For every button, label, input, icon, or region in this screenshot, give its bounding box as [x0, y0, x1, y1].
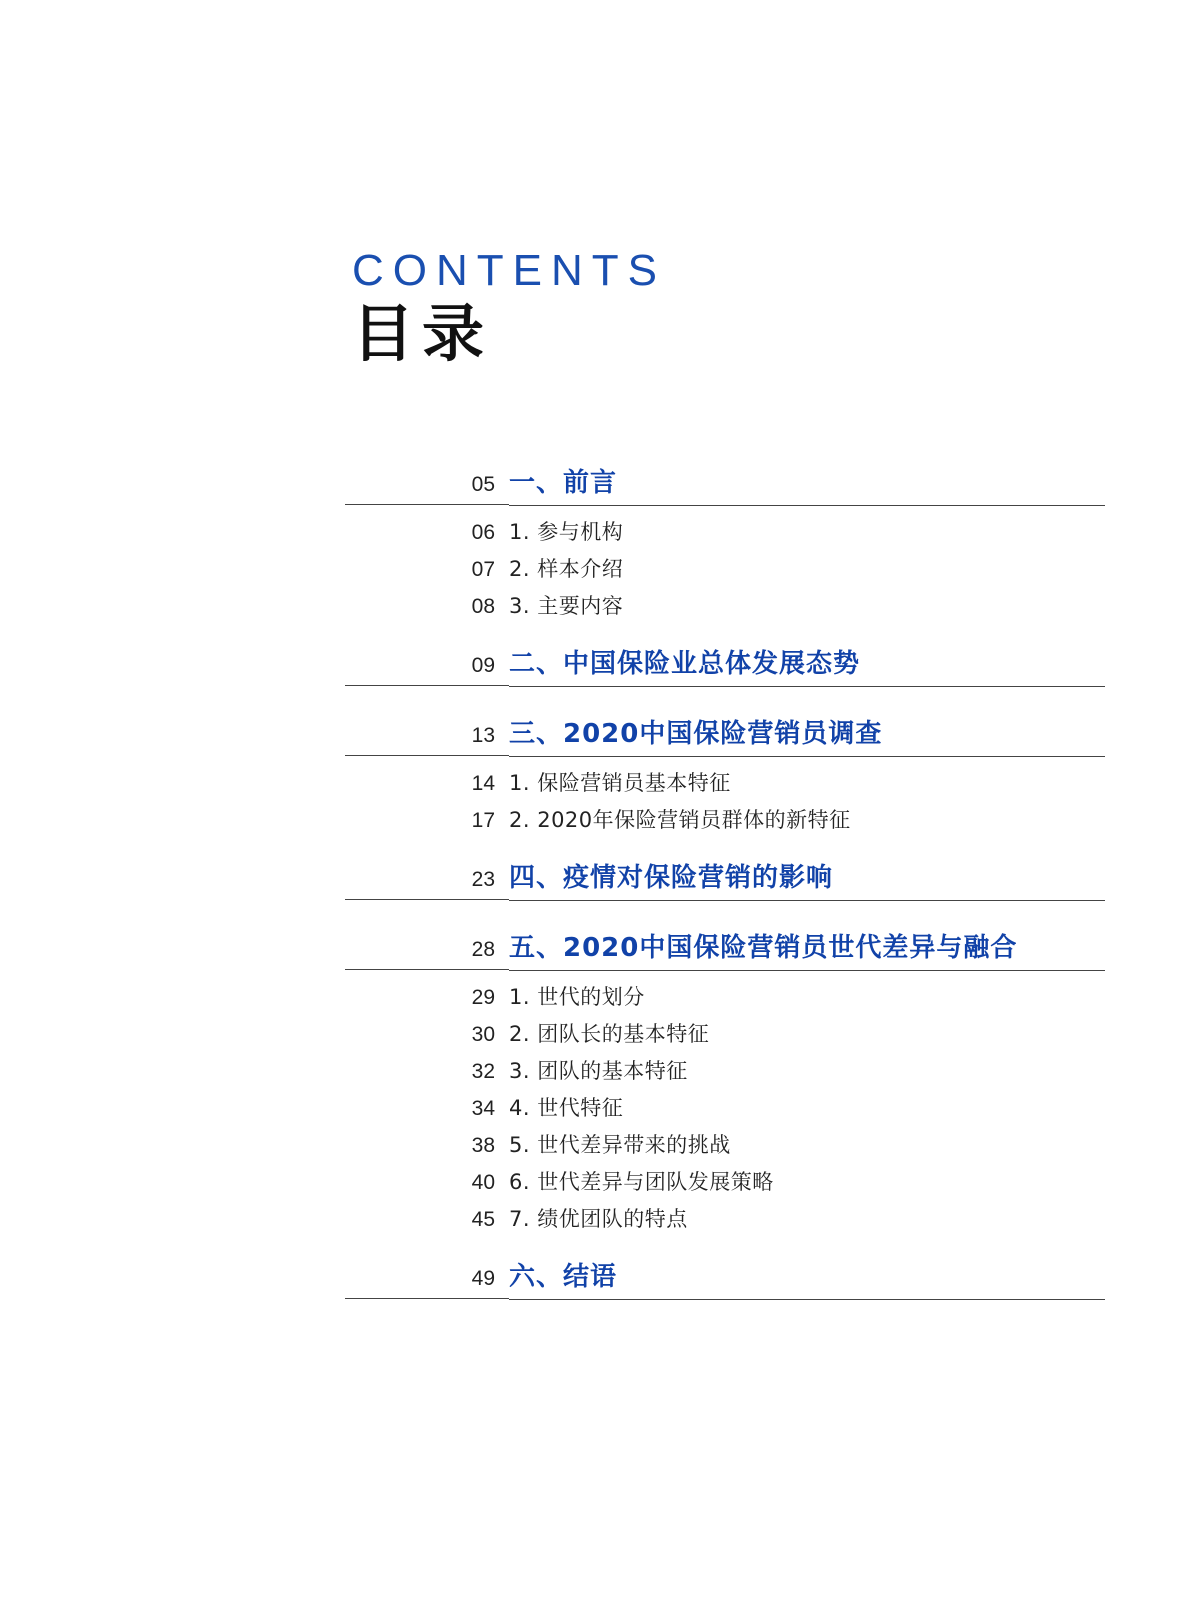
toc-entry-sub[interactable]	[345, 522, 1105, 543]
toc-page-number: 23	[345, 869, 509, 900]
toc-group	[345, 1264, 1105, 1300]
toc-entry-main[interactable]	[345, 865, 1105, 901]
toc-page-number: 17	[471, 809, 495, 832]
toc-entry-label: 四、疫情对保险营销的影响	[509, 865, 1105, 901]
toc-page-number: 05	[345, 474, 509, 505]
toc-entry-label: 3. 团队的基本特征	[509, 1059, 688, 1083]
toc-entry-main[interactable]	[345, 721, 1105, 757]
toc-group	[345, 935, 1105, 1230]
toc-entry-sub[interactable]	[345, 1098, 1105, 1119]
toc-page-number: 38	[471, 1134, 495, 1157]
toc-page-number: 34	[471, 1097, 495, 1120]
toc-page-number: 09	[345, 655, 509, 686]
page-title-chinese: 目录	[352, 297, 493, 371]
toc-entry-sub[interactable]	[345, 810, 1105, 831]
toc-page-number: 14	[471, 772, 495, 795]
toc-entry-label: 1. 参与机构	[509, 520, 624, 544]
toc-page-number: 40	[471, 1171, 495, 1194]
table-of-contents	[345, 470, 1105, 1302]
toc-page-number: 08	[471, 595, 495, 618]
toc-entry-sub[interactable]	[345, 987, 1105, 1008]
toc-entry-sub[interactable]	[345, 1172, 1105, 1193]
toc-entry-sub[interactable]	[345, 1024, 1105, 1045]
toc-entry-label: 3. 主要内容	[509, 594, 624, 618]
toc-entry-label: 1. 世代的划分	[509, 985, 645, 1009]
toc-entry-sub[interactable]	[345, 1061, 1105, 1082]
toc-entry-sub[interactable]	[345, 773, 1105, 794]
toc-group	[345, 721, 1105, 831]
toc-entry-main[interactable]	[345, 651, 1105, 687]
toc-entry-label: 二、中国保险业总体发展态势	[509, 651, 1105, 687]
toc-entry-label: 2. 2020年保险营销员群体的新特征	[509, 808, 851, 832]
toc-header	[352, 246, 1052, 371]
toc-entry-label: 7. 绩优团队的特点	[509, 1207, 688, 1231]
toc-entry-sub[interactable]	[345, 559, 1105, 580]
toc-page-number: 45	[471, 1208, 495, 1231]
toc-page-number: 49	[345, 1268, 509, 1299]
toc-entry-sub[interactable]	[345, 596, 1105, 617]
toc-entry-label: 1. 保险营销员基本特征	[509, 771, 731, 795]
toc-entry-label: 三、2020中国保险营销员调查	[509, 721, 1105, 757]
toc-group	[345, 865, 1105, 901]
toc-group	[345, 651, 1105, 687]
toc-page-number: 32	[471, 1060, 495, 1083]
toc-entry-label: 六、结语	[509, 1264, 1105, 1300]
toc-page-number: 30	[471, 1023, 495, 1046]
toc-entry-label: 6. 世代差异与团队发展策略	[509, 1170, 774, 1194]
toc-page-number: 29	[471, 986, 495, 1009]
toc-entry-label: 一、前言	[509, 470, 1105, 506]
toc-entry-label: 5. 世代差异带来的挑战	[509, 1133, 731, 1157]
toc-page-number: 06	[471, 521, 495, 544]
toc-page-number: 13	[345, 725, 509, 756]
toc-entry-main[interactable]	[345, 470, 1105, 506]
toc-group	[345, 470, 1105, 617]
page-title-english: CONTENTS	[352, 246, 666, 295]
toc-entry-label: 2. 样本介绍	[509, 557, 624, 581]
toc-page-number: 07	[471, 558, 495, 581]
toc-page-number: 28	[345, 939, 509, 970]
toc-entry-label: 五、2020中国保险营销员世代差异与融合	[509, 935, 1105, 971]
toc-entry-sub[interactable]	[345, 1135, 1105, 1156]
toc-entry-label: 2. 团队长的基本特征	[509, 1022, 710, 1046]
toc-entry-sub[interactable]	[345, 1209, 1105, 1230]
toc-entry-main[interactable]	[345, 1264, 1105, 1300]
toc-entry-main[interactable]	[345, 935, 1105, 971]
toc-entry-label: 4. 世代特征	[509, 1096, 624, 1120]
